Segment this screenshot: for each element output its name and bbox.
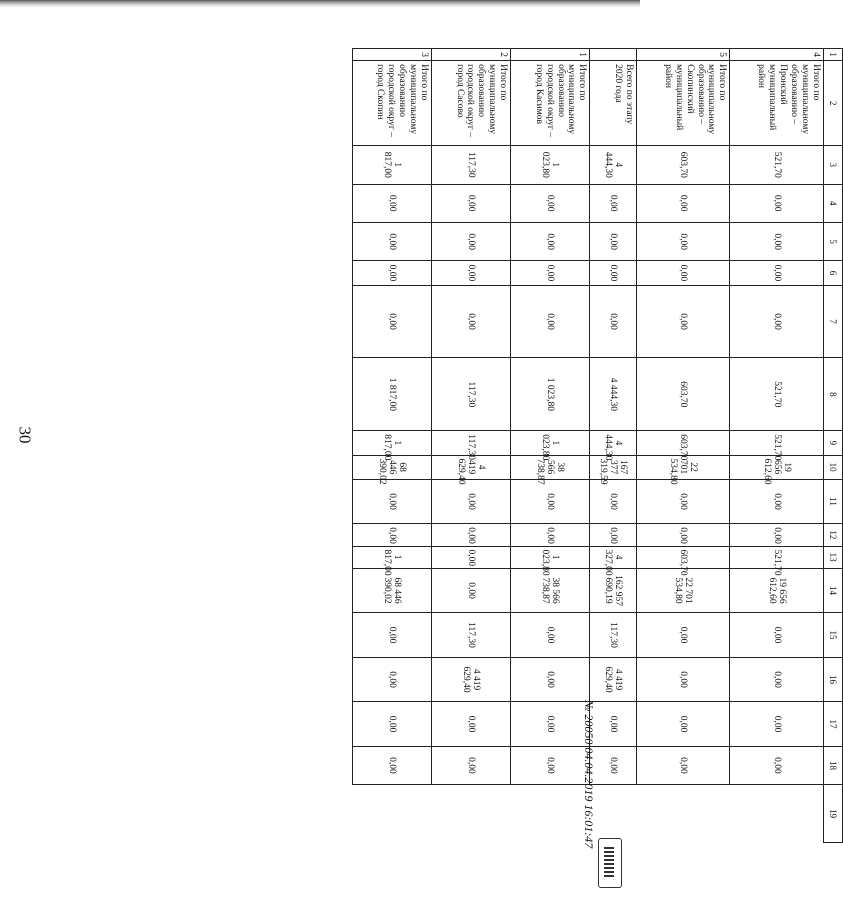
row-label: Итого по муниципальному образованию городской округ – город Касимов [511,61,590,146]
table-cell: 117,30 [590,613,636,658]
table-cell: 22 701 534,80 [636,568,730,613]
table-cell: 4 444,30 [590,358,636,431]
table-cell: 521,70 [730,358,824,431]
row-index: 5 [636,49,730,61]
table-cell: 1 817,00 [353,358,432,431]
column-number: 10 [824,455,843,479]
table-cell: 4 444,30 [590,431,636,455]
table-row [432,49,511,843]
column-number: 19 [824,785,843,843]
table-cell: 0,00 [511,613,590,658]
rotated-table-wrapper [352,48,843,843]
table-cell: 0,00 [636,524,730,546]
table-cell: 0,00 [353,285,432,358]
column-number: 8 [824,358,843,431]
table-cell: 0,00 [590,222,636,260]
table-cell: 521,70 [730,431,824,455]
table-cell: 1 023,80 [511,146,590,184]
table-cell: 0,00 [432,702,511,747]
table-cell: 0,00 [636,613,730,658]
table-cell: 117,30 [432,358,511,431]
table-cell: 0,00 [353,746,432,784]
table-cell: 0,00 [353,613,432,658]
table-cell: 0,00 [432,479,511,524]
table-cell: 0,00 [353,479,432,524]
table-cell: 0,00 [432,184,511,222]
table-cell: 0,00 [730,261,824,285]
table-cell: 0,00 [730,184,824,222]
column-number: 11 [824,479,843,524]
table-cell: 0,00 [730,657,824,702]
table-cell: 1 817,00 [353,431,432,455]
table-cell: 167 377 319,59 [590,455,636,479]
column-number: 17 [824,702,843,747]
column-number: 9 [824,431,843,455]
table-cell: 0,00 [432,285,511,358]
column-number: 14 [824,568,843,613]
row-label: Итого по муниципальному образованию – Скопинский муниципальный район [636,61,730,146]
table-row [730,49,824,843]
table-cell: 0,00 [511,657,590,702]
row-index: 2 [432,49,511,61]
table-cell: 1 023,80 [511,358,590,431]
table-cell: 19 656 612,60 [730,568,824,613]
table-cell: 4 327,00 [590,546,636,568]
table-cell: 0,00 [636,746,730,784]
row-index: 4 [730,49,824,61]
table-cell: 0,00 [730,613,824,658]
table-row [636,49,730,843]
row-index: 1 [511,49,590,61]
column-number: 12 [824,524,843,546]
table-cell: 0,00 [353,702,432,747]
table-cell: 1 817,00 [353,546,432,568]
table-cell: 0,00 [730,702,824,747]
table-cell: 4 419 629,40 [432,657,511,702]
table-cell: 0,00 [590,261,636,285]
table-cell: 22 701 534,80 [636,455,730,479]
table-cell: 0,00 [511,184,590,222]
table-cell: 117,30 [432,146,511,184]
table-cell: 0,00 [636,285,730,358]
table-cell: 0,00 [511,285,590,358]
table-cell: 0,00 [353,524,432,546]
table-cell: 0,00 [730,746,824,784]
table-cell: 68 446 390,02 [353,455,432,479]
table-cell: 68 446 390,02 [353,568,432,613]
table-cell: 521,70 [730,146,824,184]
table-cell: 0,00 [511,702,590,747]
table-cell: 0,00 [636,657,730,702]
column-number: 2 [824,61,843,146]
table-cell: 0,00 [730,524,824,546]
column-number: 13 [824,546,843,568]
table-cell: 162 957 690,19 [590,568,636,613]
row-index [590,49,636,61]
table-cell: 0,00 [636,222,730,260]
table-cell: 19 656 612,60 [730,455,824,479]
table-cell: 0,00 [590,285,636,358]
table-cell: 0,00 [636,479,730,524]
table-cell: 0,00 [511,222,590,260]
column-number: 3 [824,146,843,184]
table-cell: 0,00 [432,524,511,546]
scan-top-edge [0,0,640,8]
table-cell: 4 419 629,40 [590,657,636,702]
table-cell: 1 023,80 [511,431,590,455]
table-cell: 0,00 [432,222,511,260]
table-cell: 0,00 [432,546,511,568]
table-cell: 4 419 629,40 [432,455,511,479]
table-cell: 0,00 [730,479,824,524]
table-cell: 0,00 [730,222,824,260]
table-row [590,49,636,843]
table-cell: 0,00 [353,222,432,260]
table-cell: 1 817,00 [353,146,432,184]
table-cell: 0,00 [636,184,730,222]
table-cell: 1 023,80 [511,546,590,568]
table-cell: 603,70 [636,146,730,184]
table-cell: 0,00 [636,702,730,747]
table-cell: 603,70 [636,358,730,431]
table-cell: 0,00 [590,184,636,222]
table-cell: 38 566 738,87 [511,455,590,479]
column-number-row [824,49,843,843]
data-table [352,48,843,843]
row-label: Итого по муниципальному образованию – Пронский муниципальный район [730,61,824,146]
column-number: 16 [824,657,843,702]
table-cell: 0,00 [511,746,590,784]
table-cell: 0,00 [590,702,636,747]
row-label: Итого по муниципальному образованию городской округ – город Сасово [432,61,511,146]
table-cell: 0,00 [590,479,636,524]
column-number: 5 [824,222,843,260]
column-number: 4 [824,184,843,222]
table-row [511,49,590,843]
table-cell: 0,00 [511,261,590,285]
table-cell: 0,00 [590,524,636,546]
column-number: 15 [824,613,843,658]
table-cell: 0,00 [636,261,730,285]
table-cell: 0,00 [511,479,590,524]
table-cell: 603,70 [636,546,730,568]
row-label: Итого по муниципальному образованию городской округ – город Скопин [353,61,432,146]
table-cell: 4 444,30 [590,146,636,184]
table-row [353,49,432,843]
table-cell: 0,00 [590,746,636,784]
row-index: 3 [353,49,432,61]
table-cell: 117,30 [432,431,511,455]
column-number: 1 [824,49,843,61]
document-stamp-text: № 20050 04.04.2019 16:01:47 [582,700,596,849]
row-label: Всего по этапу 2020 года [590,61,636,146]
column-number: 6 [824,261,843,285]
table-cell: 0,00 [511,524,590,546]
table-cell: 603,70 [636,431,730,455]
table-cell: 521,70 [730,546,824,568]
table-cell: 0,00 [432,746,511,784]
table-cell: 0,00 [353,184,432,222]
table-cell: 0,00 [730,285,824,358]
table-cell: 117,30 [432,613,511,658]
column-number: 18 [824,746,843,784]
table-cell: 0,00 [432,568,511,613]
table-cell: 38 566 738,87 [511,568,590,613]
table-cell: 0,00 [353,261,432,285]
seal-stamp-icon [598,838,622,888]
table-cell: 0,00 [432,261,511,285]
table-cell: 0,00 [353,657,432,702]
page-number: 30 [15,426,35,444]
column-number: 7 [824,285,843,358]
